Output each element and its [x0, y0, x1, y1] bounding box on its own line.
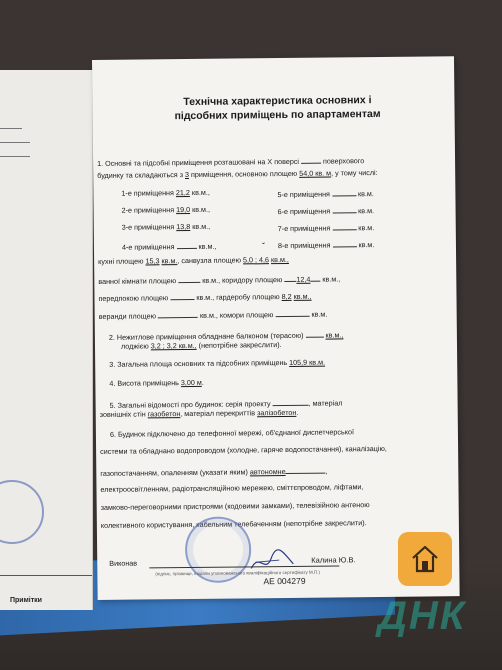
total-area: 105,9 кв.м. — [289, 357, 326, 367]
p4-line: 4. Висота приміщень 3,00 м. — [109, 377, 204, 388]
room-row: 4-е приміщення кв.м., — [121, 241, 217, 252]
p2-line1: 2. Нежитлове приміщення обладнане балконом (терасою) кв.м., — [108, 330, 344, 342]
house-icon — [409, 544, 441, 574]
hall-row: передпокою площею кв.м., гардеробу площею 8,2 кв.м., — [98, 291, 312, 303]
left-stamp — [0, 480, 44, 544]
room-row: 7-е приміщення кв.м. — [277, 223, 375, 234]
left-page-line — [0, 142, 30, 143]
p6-line5: замково-переговорними пристроями (кодовими замками), телевізійною антеною — [100, 500, 370, 512]
left-page — [0, 70, 93, 610]
room-row: 2-е приміщення 19,0 кв.м., — [121, 204, 211, 215]
notes-box — [0, 575, 92, 612]
room-row: 6-е приміщення кв.м. — [277, 206, 375, 217]
veranda-row: веранди площею кв.м., комори площею кв.м. — [98, 309, 328, 321]
p6-line3: газопостачанням, опаленням (указати яким) автономне , — [100, 466, 328, 478]
document-title — [132, 94, 422, 124]
room-row: 3-е приміщення 13,8 кв.м., — [121, 221, 211, 232]
p1-line2: будинку та складаються з 3 приміщення, основною площею 54,0 кв. м, у тому числі: — [97, 168, 378, 180]
room-row: 5-е приміщення кв.м. — [277, 189, 374, 200]
room-row: 1-е приміщення 21,2 кв.м., — [121, 187, 210, 198]
executor-label: Виконав — [109, 558, 138, 568]
title-line: Технічна характеристика основних і — [183, 94, 372, 109]
rooms-count: 3 — [184, 169, 190, 180]
ceiling-height: 3,00 м — [180, 377, 202, 388]
notes-label: Примітки — [10, 597, 42, 604]
executor-caption: (підпис, прізвище, ініціали уповноваженого кваліфікаційного сертифікату М.П.) — [155, 569, 320, 577]
p2-line2: лоджією 3,2 ; 3,2 кв.м., (непотрібне закреслити). — [120, 340, 282, 351]
p6-line2: системи та обладнано водопроводом (холодне, гаряче водопостачання), каналізацію, — [100, 443, 387, 456]
p5-line2: зовнішніх стін газобетон, матеріал перекриттів залізобетон. — [99, 407, 299, 419]
executor-name: Калина Ю.В. — [311, 555, 356, 565]
bathroom-row: ванної кімнати площею кв.м., коридору площею 12,4 кв.м., — [98, 274, 341, 286]
left-page-line — [0, 156, 30, 157]
brand-watermark: ДНК — [378, 594, 467, 638]
main-area: 54,0 кв. м — [299, 168, 332, 178]
document-page — [92, 56, 460, 600]
p5-line1: 5. Загальні відомості про будинок: серія проекту , матеріал — [109, 398, 343, 410]
p1-line1: 1. Основні та підсобні приміщення розташовані на Х поверсі поверхового — [97, 156, 365, 168]
pen-mark: ˇ — [261, 241, 266, 252]
p6-line4: електроосвітленням, радіотрансляційною мережею, сміттєпроводом, ліфтами, — [100, 482, 364, 494]
certificate-number: АЕ 004279 — [263, 575, 306, 587]
p3-line: 3. Загальна площа основних та підсобних приміщень 105,9 кв.м. — [109, 357, 326, 369]
room-row: 8-е приміщення кв.м. — [277, 240, 375, 251]
p6-line1: 6. Будинок підключено до телефонної мережі, об'єднаної диспетчерської — [109, 427, 354, 439]
home-logo-button[interactable] — [398, 532, 452, 586]
left-page-line — [0, 128, 22, 129]
kitchen-row: кухні площею 15,3 кв.м., санвузла площею 5,0 ; 4,6 кв.м., — [98, 254, 289, 266]
p6-line6: колективного користування, кабельним телебаченням (непотрібне закреслити). — [100, 518, 367, 530]
title-line: підсобних приміщень по апартаментам — [174, 107, 381, 122]
